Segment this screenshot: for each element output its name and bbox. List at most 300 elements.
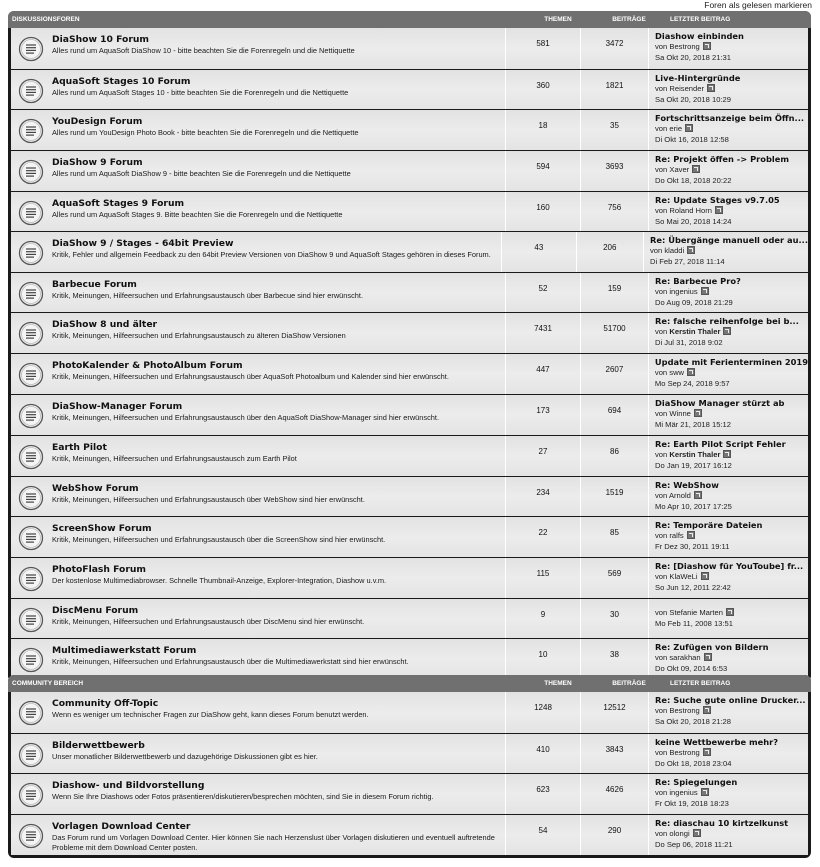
beitraege-count: 756 bbox=[580, 192, 648, 231]
last-post-title-link[interactable]: Re: Spiegelungen bbox=[655, 777, 738, 787]
last-post-title-link[interactable]: Fortschrittsanzeige beim Öffn... bbox=[655, 113, 804, 123]
by-prefix: von bbox=[655, 450, 668, 459]
forum-row bbox=[11, 435, 808, 476]
beitraege-count: 85 bbox=[580, 517, 648, 557]
goto-last-post-icon[interactable] bbox=[687, 246, 695, 254]
by-prefix: von bbox=[655, 84, 668, 93]
goto-last-post-icon[interactable] bbox=[723, 450, 731, 458]
section-diskussionsforen bbox=[8, 11, 811, 682]
goto-last-post-icon[interactable] bbox=[703, 706, 711, 714]
goto-last-post-icon[interactable] bbox=[701, 572, 709, 580]
beitraege-count: 38 bbox=[580, 639, 648, 679]
forum-cell bbox=[11, 151, 505, 191]
column-header-themen: THEMEN bbox=[544, 16, 572, 23]
forum-description: Unser monatlicher Bilderwettbewerb und dazugehörige Diskussionen gibt es hier. bbox=[52, 752, 318, 761]
beitraege-count: 2607 bbox=[580, 354, 648, 394]
forum-row bbox=[11, 312, 808, 353]
last-post-author-line bbox=[655, 706, 808, 717]
last-post-author-line bbox=[655, 409, 808, 420]
last-post-cell bbox=[648, 313, 808, 353]
by-prefix: von bbox=[655, 42, 668, 51]
forum-row bbox=[11, 394, 808, 435]
last-post-title-link[interactable]: DiaShow Manager stürzt ab bbox=[655, 398, 785, 408]
forum-description: Alles rund um AquaSoft DiaShow 10 - bitte beachten Sie die Forenregeln und die Nettiquette bbox=[52, 46, 355, 55]
goto-last-post-icon[interactable] bbox=[685, 124, 693, 132]
last-post-cell bbox=[648, 436, 808, 476]
goto-last-post-icon[interactable] bbox=[692, 165, 700, 173]
last-post-cell bbox=[648, 70, 808, 109]
themen-count: 234 bbox=[505, 477, 580, 516]
forum-cell bbox=[11, 28, 505, 69]
beitraege-count: 290 bbox=[580, 815, 648, 855]
last-post-title-link[interactable]: Re: Projekt öffen -> Problem bbox=[655, 154, 789, 164]
forum-description: Kritik, Meinungen, Hilfeersuchen und Erfahrungsaustausch über den AquaSoft DiaShow-Manager sind hier erwünscht. bbox=[52, 413, 439, 422]
last-post-author-link[interactable]: Arnold bbox=[668, 491, 691, 500]
last-post-author-line bbox=[655, 42, 808, 53]
forum-cell bbox=[11, 558, 505, 598]
last-post-cell bbox=[648, 734, 808, 773]
last-post-author-line bbox=[655, 788, 808, 799]
themen-count: 115 bbox=[505, 558, 580, 598]
last-post-author-link[interactable]: KlaWeLi bbox=[669, 572, 698, 581]
themen-count: 594 bbox=[505, 151, 580, 191]
forum-cell bbox=[11, 477, 505, 516]
forum-list bbox=[11, 28, 808, 679]
last-post-cell bbox=[648, 273, 808, 312]
forum-row bbox=[11, 109, 808, 150]
by-prefix: von bbox=[655, 531, 668, 540]
forum-title-link[interactable]: ScreenShow Forum bbox=[52, 523, 152, 534]
forum-row bbox=[11, 476, 808, 516]
forum-title-link[interactable]: DiaShow 10 Forum bbox=[52, 34, 149, 45]
forum-description: Das Forum rund um Vorlagen Download Center. Hier können Sie nach Herzenslust über Vorlagen diskutieren und eventuell auftretende Probleme mit dem Download Center posten. bbox=[52, 833, 495, 852]
section-title: DISKUSSIONSFOREN bbox=[12, 16, 80, 23]
last-post-author-link[interactable]: Xaver bbox=[669, 165, 690, 174]
themen-count: 43 bbox=[501, 232, 575, 272]
forum-description: Kritik, Meinungen, Hilfeersuchen und Erfahrungsaustausch über die Multimediawerkstatt sind hier erwünscht. bbox=[52, 657, 409, 666]
forum-row bbox=[11, 150, 808, 191]
forum-description: Kritik, Meinungen, Hilfeersuchen und Erfahrungsaustausch über DiscMenu sind hier erwünscht. bbox=[52, 617, 365, 626]
beitraege-count: 1821 bbox=[580, 70, 648, 109]
goto-last-post-icon[interactable] bbox=[723, 327, 731, 335]
forum-row bbox=[11, 557, 808, 598]
forum-row bbox=[11, 516, 808, 557]
last-post-author-line bbox=[655, 653, 808, 664]
goto-last-post-icon[interactable] bbox=[726, 608, 734, 616]
forum-read-icon bbox=[18, 823, 44, 849]
themen-count: 623 bbox=[505, 774, 580, 814]
themen-count: 410 bbox=[505, 734, 580, 773]
last-post-author-line bbox=[655, 450, 808, 461]
goto-last-post-icon[interactable] bbox=[694, 491, 702, 499]
column-header-beitraege: BEITRÄGE bbox=[612, 16, 646, 23]
by-prefix: von bbox=[655, 327, 668, 336]
beitraege-count: 86 bbox=[580, 436, 648, 476]
forum-description: Wenn Sie Ihre Diashows oder Fotos präsentieren/diskutieren/besprechen möchten, sind Sie in diesem Forum richtig. bbox=[52, 792, 434, 801]
forum-read-icon bbox=[18, 200, 44, 226]
last-post-author-link[interactable]: Bestrong bbox=[669, 42, 700, 51]
goto-last-post-icon[interactable] bbox=[701, 788, 709, 796]
last-post-author-link[interactable]: Roland Horn bbox=[669, 206, 713, 215]
last-post-author-link[interactable]: ingenius bbox=[669, 788, 698, 797]
forum-cell bbox=[11, 354, 505, 394]
forum-info bbox=[52, 645, 505, 667]
column-header-themen: THEMEN bbox=[544, 680, 572, 687]
last-post-date: Di Feb 27, 2018 11:14 bbox=[650, 256, 725, 266]
last-post-author-line bbox=[655, 84, 808, 95]
forum-title-link[interactable]: DiaShow 9 Forum bbox=[52, 157, 143, 168]
forum-description: Kritik, Meinungen, Hilfeersuchen und Erfahrungsaustausch über Barbecue sind hier erwünscht. bbox=[52, 291, 363, 300]
column-header-letzter-beitrag: LETZTER BEITRAG bbox=[670, 680, 731, 687]
forum-info bbox=[52, 360, 505, 382]
last-post-title-link[interactable]: Re: Übergänge manuell oder au... bbox=[650, 235, 808, 245]
forum-read-icon bbox=[18, 240, 44, 266]
last-post-author-line bbox=[655, 124, 808, 135]
last-post-author-link[interactable]: Reisender bbox=[669, 84, 704, 93]
last-post-title-link[interactable]: Update mit Ferienterminen 2019 bbox=[654, 357, 808, 367]
forum-info bbox=[52, 564, 505, 586]
forum-info bbox=[52, 157, 505, 179]
forum-title-link[interactable]: Vorlagen Download Center bbox=[52, 821, 191, 832]
forum-read-icon bbox=[18, 444, 44, 470]
by-prefix: von bbox=[655, 608, 668, 617]
forum-title-link[interactable]: Barbecue Forum bbox=[52, 279, 137, 290]
forum-read-icon bbox=[18, 403, 44, 429]
forum-description: Kritik, Fehler und allgemein Feedback zu den 64bit Preview Versionen von DiaShow 9 und AquaSoft Stages gehören in dieses Forum. bbox=[52, 250, 491, 259]
forum-title-link[interactable]: PhotoKalender & PhotoAlbum Forum bbox=[52, 360, 243, 371]
forum-cell bbox=[11, 599, 505, 638]
beitraege-count: 3693 bbox=[580, 151, 648, 191]
beitraege-count: 159 bbox=[580, 273, 648, 312]
last-post-cell bbox=[648, 110, 808, 150]
forum-title-link[interactable]: PhotoFlash Forum bbox=[52, 564, 146, 575]
last-post-date: Di Okt 16, 2018 12:58 bbox=[655, 134, 729, 144]
beitraege-count: 30 bbox=[580, 599, 648, 638]
forum-row bbox=[11, 598, 808, 638]
forum-read-icon bbox=[18, 362, 44, 388]
goto-last-post-icon[interactable] bbox=[687, 531, 695, 539]
forum-info bbox=[52, 442, 505, 464]
last-post-date: Sa Okt 20, 2018 10:29 bbox=[655, 94, 731, 104]
forum-row bbox=[11, 692, 808, 733]
by-prefix: von bbox=[655, 409, 668, 418]
forum-cell bbox=[11, 232, 501, 272]
last-post-title-link[interactable]: Live-Hintergründe bbox=[655, 73, 741, 83]
forum-description: Kritik, Meinungen, Hilfeersuchen und Erfahrungsaustausch über WebShow sind hier erwünscht. bbox=[52, 495, 365, 504]
goto-last-post-icon[interactable] bbox=[687, 368, 695, 376]
last-post-author-line bbox=[655, 748, 808, 759]
last-post-date: Sa Okt 20, 2018 21:31 bbox=[655, 52, 731, 62]
forum-info bbox=[52, 780, 505, 802]
forum-info bbox=[52, 116, 505, 138]
last-post-title-link[interactable]: Diashow einbinden bbox=[655, 31, 744, 41]
forum-title-link[interactable]: Earth Pilot bbox=[52, 442, 107, 453]
last-post-title-link[interactable]: Re: falsche reihenfolge bei b... bbox=[655, 316, 799, 326]
beitraege-count: 694 bbox=[580, 395, 648, 435]
forum-title-link[interactable]: DiaShow 8 und älter bbox=[52, 319, 158, 330]
last-post-author-line bbox=[655, 287, 808, 298]
last-post-author-link[interactable]: Winne bbox=[669, 409, 691, 418]
last-post-author-link[interactable]: ralfs bbox=[669, 531, 684, 540]
last-post-title-link[interactable]: Re: Temporäre Dateien bbox=[655, 520, 763, 530]
goto-last-post-icon[interactable] bbox=[693, 829, 701, 837]
last-post-date: Di Jul 31, 2018 9:02 bbox=[655, 337, 723, 347]
by-prefix: von bbox=[655, 829, 668, 838]
forum-cell bbox=[11, 192, 505, 231]
last-post-author-line bbox=[655, 491, 808, 502]
forum-info bbox=[52, 238, 501, 260]
last-post-date: Mo Feb 11, 2008 13:51 bbox=[655, 618, 733, 628]
forum-title-link[interactable]: DiscMenu Forum bbox=[52, 605, 139, 616]
forum-read-icon bbox=[18, 742, 44, 768]
goto-last-post-icon[interactable] bbox=[704, 653, 712, 661]
last-post-date: Mo Sep 24, 2018 9:57 bbox=[654, 378, 730, 388]
last-post-author-link[interactable]: Kerstin Thaler bbox=[669, 327, 721, 336]
beitraege-count: 1519 bbox=[580, 477, 648, 516]
beitraege-count: 569 bbox=[580, 558, 648, 598]
last-post-author-link[interactable]: olongi bbox=[669, 829, 690, 838]
themen-count: 22 bbox=[505, 517, 580, 557]
forum-info bbox=[52, 198, 505, 220]
last-post-cell bbox=[643, 232, 808, 272]
last-post-date: Fr Dez 30, 2011 19:11 bbox=[655, 541, 730, 551]
column-header-letzter-beitrag: LETZTER BEITRAG bbox=[670, 16, 731, 23]
last-post-date: So Mai 20, 2018 14:24 bbox=[655, 216, 732, 226]
last-post-author-link[interactable]: Bestrong bbox=[669, 706, 700, 715]
forum-title-link[interactable]: DiaShow-Manager Forum bbox=[52, 401, 183, 412]
by-prefix: von bbox=[655, 788, 668, 797]
by-prefix: von bbox=[655, 572, 668, 581]
last-post-title-link[interactable]: Re: Suche gute online Drucker... bbox=[655, 695, 806, 705]
forum-row bbox=[11, 638, 808, 679]
last-post-cell bbox=[648, 692, 808, 733]
by-prefix: von bbox=[650, 246, 663, 255]
last-post-date: Do Okt 09, 2014 6:53 bbox=[655, 663, 728, 673]
last-post-date: Do Okt 18, 2018 23:04 bbox=[655, 758, 732, 768]
forum-cell bbox=[11, 395, 505, 435]
forum-info bbox=[52, 605, 505, 627]
forum-description: Alles rund um AquaSoft Stages 9. Bitte beachten Sie die Forenregeln und die Nettiquette bbox=[52, 210, 343, 219]
forum-title-link[interactable]: Community Off-Topic bbox=[52, 698, 159, 709]
last-post-title-link[interactable]: Re: Update Stages v9.7.05 bbox=[655, 195, 780, 205]
last-post-title-link[interactable]: Re: WebShow bbox=[655, 480, 719, 490]
last-post-date: Fr Okt 19, 2018 18:23 bbox=[655, 798, 729, 808]
last-post-author-line bbox=[655, 572, 808, 583]
themen-count: 10 bbox=[505, 639, 580, 679]
forum-read-icon bbox=[18, 647, 44, 673]
last-post-date: Mo Apr 10, 2017 17:25 bbox=[655, 501, 732, 511]
forum-info bbox=[52, 76, 505, 98]
goto-last-post-icon[interactable] bbox=[701, 287, 709, 295]
forum-read-icon bbox=[18, 700, 44, 726]
forum-description: Kritik, Meinungen, Hilfeersuchen und Erfahrungsaustausch zum Earth Pilot bbox=[52, 454, 297, 463]
forum-title-link[interactable]: WebShow Forum bbox=[52, 483, 139, 494]
by-prefix: von bbox=[655, 491, 668, 500]
forum-row bbox=[11, 191, 808, 231]
themen-count: 9 bbox=[505, 599, 580, 638]
last-post-cell bbox=[648, 28, 808, 69]
beitraege-count: 206 bbox=[576, 232, 643, 272]
last-post-author-line bbox=[655, 608, 808, 619]
forum-cell bbox=[11, 517, 505, 557]
last-post-author-line bbox=[655, 368, 808, 379]
goto-last-post-icon[interactable] bbox=[715, 206, 723, 214]
section-header bbox=[8, 11, 811, 28]
last-post-author-line bbox=[655, 165, 808, 176]
forum-row bbox=[11, 69, 808, 109]
by-prefix: von bbox=[655, 287, 668, 296]
last-post-cell bbox=[648, 477, 808, 516]
beitraege-count: 51700 bbox=[580, 313, 648, 353]
forum-info bbox=[52, 319, 505, 341]
forum-info bbox=[52, 401, 505, 423]
last-post-title-link[interactable]: Re: [Diashow für YouToube] fr... bbox=[655, 561, 804, 571]
goto-last-post-icon[interactable] bbox=[694, 409, 702, 417]
beitraege-count: 4626 bbox=[580, 774, 648, 814]
forum-title-link[interactable]: Multimediawerkstatt Forum bbox=[52, 645, 197, 656]
last-post-cell bbox=[648, 815, 808, 855]
forum-title-link[interactable]: AquaSoft Stages 10 Forum bbox=[52, 76, 191, 87]
last-post-title-link[interactable]: Re: Earth Pilot Script Fehler bbox=[655, 439, 786, 449]
forum-description: Kritik, Meinungen, Hilfeersuchen und Erfahrungsaustausch zu älteren DiaShow Versionen bbox=[52, 331, 346, 340]
forum-row bbox=[11, 353, 808, 394]
forum-title-link[interactable]: AquaSoft Stages 9 Forum bbox=[52, 198, 185, 209]
forum-read-icon bbox=[18, 782, 44, 808]
themen-count: 27 bbox=[505, 436, 580, 476]
last-post-author-link[interactable]: Kerstin Thaler bbox=[669, 450, 721, 459]
by-prefix: von bbox=[655, 653, 668, 662]
forum-cell bbox=[11, 70, 505, 109]
last-post-author-link[interactable]: ingenius bbox=[669, 287, 698, 296]
forum-cell bbox=[11, 110, 505, 150]
last-post-date: Sa Okt 20, 2018 21:28 bbox=[655, 716, 731, 726]
forum-description: Wenn es weniger um technischer Fragen zur DiaShow geht, kann dieses Forum benutzt werden. bbox=[52, 710, 369, 719]
forum-cell bbox=[11, 692, 505, 733]
forum-cell bbox=[11, 639, 505, 679]
goto-last-post-icon[interactable] bbox=[707, 84, 715, 92]
last-post-author-link[interactable]: sww bbox=[669, 368, 685, 377]
last-post-author-link[interactable]: sarakhan bbox=[669, 653, 701, 662]
last-post-title-link[interactable]: Re: diaschau 10 kirtzelkunst bbox=[655, 818, 789, 828]
column-header-beitraege: BEITRÄGE bbox=[612, 680, 646, 687]
last-post-author-link[interactable]: Stefanie Marten bbox=[669, 608, 723, 617]
forum-description: Alles rund um AquaSoft Stages 10 - bitte beachten Sie die Forenregeln und die Nettiquette bbox=[52, 88, 349, 97]
forum-description: Alles rund um AquaSoft DiaShow 9 - bitte beachten Sie die Forenregeln und die Nettiquette bbox=[52, 169, 351, 178]
last-post-date: Do Sep 06, 2018 11:21 bbox=[655, 839, 733, 849]
forum-title-link[interactable]: DiaShow 9 / Stages - 64bit Preview bbox=[52, 238, 234, 249]
forum-description: Der kostenlose Multimediabrowser. Schnelle Thumbnail-Anzeige, Explorer-Integration, Diashow u.v.m. bbox=[52, 576, 387, 585]
last-post-date: Do Jan 19, 2017 16:12 bbox=[655, 460, 732, 470]
last-post-cell bbox=[648, 639, 808, 679]
forum-row bbox=[11, 272, 808, 312]
forum-read-icon bbox=[18, 159, 44, 185]
last-post-cell bbox=[648, 354, 808, 394]
last-post-title-link[interactable]: keine Wettbewerbe mehr? bbox=[655, 737, 779, 747]
forum-read-icon bbox=[18, 607, 44, 633]
forum-info bbox=[52, 740, 505, 762]
forum-description: Alles rund um YouDesign Photo Book - bitte beachten Sie die Forenregeln und die Nettiquette bbox=[52, 128, 359, 137]
forum-info bbox=[52, 34, 505, 56]
beitraege-count: 12512 bbox=[580, 692, 648, 733]
last-post-cell bbox=[648, 192, 808, 231]
beitraege-count: 3472 bbox=[580, 28, 648, 69]
forum-info bbox=[52, 523, 505, 545]
forum-cell bbox=[11, 734, 505, 773]
last-post-author-line bbox=[650, 246, 808, 257]
forum-cell bbox=[11, 273, 505, 312]
goto-last-post-icon[interactable] bbox=[703, 42, 711, 50]
last-post-date: Do Okt 18, 2018 20:22 bbox=[655, 175, 732, 185]
forum-info bbox=[52, 483, 505, 505]
forum-row bbox=[11, 28, 808, 69]
forum-read-icon bbox=[18, 118, 44, 144]
goto-last-post-icon[interactable] bbox=[703, 748, 711, 756]
themen-count: 18 bbox=[505, 110, 580, 150]
forum-title-link[interactable]: Bilderwettbewerb bbox=[52, 740, 145, 751]
last-post-author-line bbox=[655, 327, 808, 338]
forum-cell bbox=[11, 313, 505, 353]
beitraege-count: 35 bbox=[580, 110, 648, 150]
last-post-date: Do Aug 09, 2018 21:29 bbox=[655, 297, 733, 307]
last-post-date: So Jun 12, 2011 22:42 bbox=[655, 582, 731, 592]
last-post-title-link[interactable]: Re: Barbecue Pro? bbox=[655, 276, 741, 286]
by-prefix: von bbox=[655, 706, 668, 715]
last-post-cell bbox=[648, 151, 808, 191]
forum-row bbox=[11, 231, 808, 272]
forum-read-icon bbox=[18, 36, 44, 62]
forum-title-link[interactable]: Diashow- und Bildvorstellung bbox=[52, 780, 205, 791]
last-post-author-line bbox=[655, 531, 808, 542]
last-post-cell bbox=[648, 558, 808, 598]
last-post-cell bbox=[648, 517, 808, 557]
beitraege-count: 3843 bbox=[580, 734, 648, 773]
last-post-cell bbox=[648, 395, 808, 435]
themen-count: 173 bbox=[505, 395, 580, 435]
themen-count: 7431 bbox=[505, 313, 580, 353]
forum-cell bbox=[11, 774, 505, 814]
forum-row bbox=[11, 733, 808, 773]
last-post-cell bbox=[648, 774, 808, 814]
forum-info bbox=[52, 279, 505, 301]
last-post-title-link[interactable]: Re: Zufügen von Bildern bbox=[655, 642, 769, 652]
by-prefix: von bbox=[654, 368, 668, 377]
forum-read-icon bbox=[18, 485, 44, 511]
forum-read-icon bbox=[18, 525, 44, 551]
forum-row bbox=[11, 814, 808, 855]
themen-count: 160 bbox=[505, 192, 580, 231]
forum-info bbox=[52, 698, 505, 720]
themen-count: 54 bbox=[505, 815, 580, 855]
by-prefix: von bbox=[655, 124, 668, 133]
forum-title-link[interactable]: YouDesign Forum bbox=[52, 116, 143, 127]
by-prefix: von bbox=[655, 206, 668, 215]
last-post-author-link[interactable]: Bestrong bbox=[669, 748, 700, 757]
mark-forums-read-link[interactable]: Foren als gelesen markieren bbox=[704, 0, 812, 10]
by-prefix: von bbox=[655, 748, 668, 757]
themen-count: 1248 bbox=[505, 692, 580, 733]
last-post-author-link[interactable]: kladdi bbox=[664, 246, 685, 255]
forum-read-icon bbox=[18, 78, 44, 104]
themen-count: 447 bbox=[505, 354, 580, 394]
last-post-author-line bbox=[655, 829, 808, 840]
forum-row bbox=[11, 773, 808, 814]
last-post-author-link[interactable]: erie bbox=[669, 124, 683, 133]
forum-read-icon bbox=[18, 566, 44, 592]
forum-cell bbox=[11, 815, 505, 855]
section-title: COMMUNITY BEREICH bbox=[12, 680, 84, 687]
themen-count: 52 bbox=[505, 273, 580, 312]
section-header bbox=[8, 675, 811, 692]
